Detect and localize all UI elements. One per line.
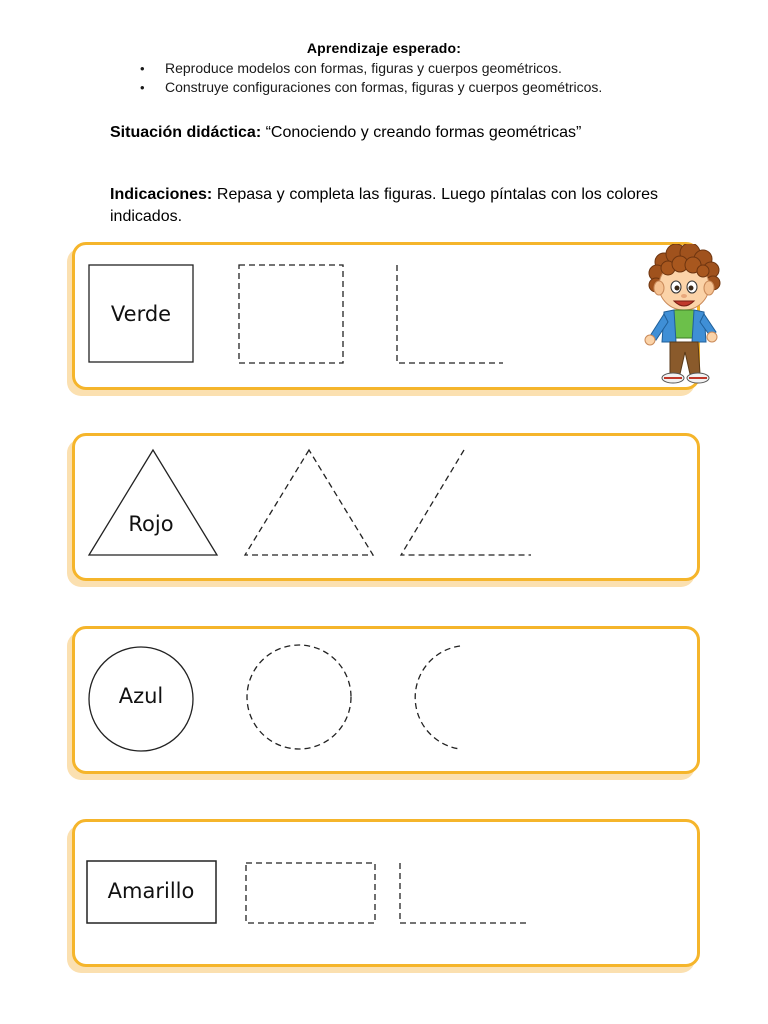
- indications-label: Indicaciones:: [110, 186, 213, 203]
- shape-label: Amarillo: [107, 879, 195, 903]
- row-panel-triangle: [72, 433, 700, 581]
- triangle-model: [89, 450, 217, 555]
- indications-text: Repasa y completa las figuras. Luego píntalas con los colores indicados.: [110, 186, 658, 225]
- situation: [110, 124, 581, 142]
- triangle-trace[interactable]: [245, 450, 373, 555]
- situation-text: “Conociendo y creando formas geométricas”: [265, 124, 582, 141]
- shape-label: Azul: [118, 684, 164, 708]
- rectangle-partial-trace[interactable]: [400, 863, 530, 923]
- triangle-partial-trace[interactable]: [401, 450, 531, 555]
- expected-item: [0, 78, 768, 97]
- row-panel-circle: [72, 626, 700, 774]
- indications: [110, 184, 658, 228]
- bullet-icon: •: [140, 80, 145, 95]
- learning-objectives: [0, 40, 768, 97]
- expected-item-text: Construye configuraciones con formas, figuras y cuerpos geométricos.: [165, 79, 603, 95]
- expected-list: [0, 59, 768, 97]
- shape-label: Verde: [110, 302, 172, 326]
- expected-title: Aprendizaje esperado:: [306, 40, 462, 56]
- bullet-icon: •: [140, 61, 145, 76]
- cartoon-boy-illustration: [640, 244, 728, 388]
- row-panel-square: [72, 242, 700, 390]
- expected-item: [0, 59, 768, 78]
- circle-trace[interactable]: [247, 645, 351, 749]
- expected-item-text: Reproduce modelos con formas, figuras y cuerpos geométricos.: [165, 60, 562, 76]
- circle-partial-trace[interactable]: [415, 646, 460, 749]
- row-panel-rectangle: [72, 819, 700, 967]
- circle-shapes: [75, 629, 697, 771]
- situation-label: Situación didáctica:: [110, 124, 262, 141]
- square-partial-trace[interactable]: [397, 265, 503, 363]
- triangle-shapes: [75, 436, 697, 578]
- rectangle-trace[interactable]: [246, 863, 375, 923]
- square-trace[interactable]: [239, 265, 343, 363]
- shape-label: Rojo: [128, 512, 174, 536]
